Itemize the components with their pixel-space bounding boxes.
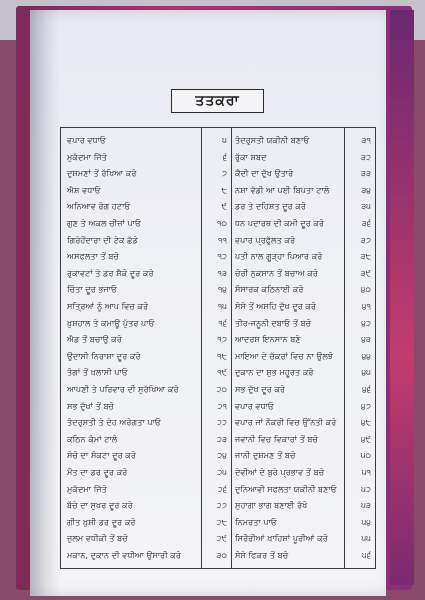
toc-entry	[67, 198, 227, 215]
toc-entry	[67, 265, 227, 282]
toc-entry	[235, 481, 373, 498]
toc-entry-page-number: ੩੬	[361, 218, 371, 228]
toc-entry	[235, 530, 373, 547]
toc-entry	[235, 281, 373, 298]
toc-entry-page-number: ੩੪	[361, 184, 371, 195]
toc-entry-page-number: ੫੧	[361, 467, 371, 477]
toc-entry-page-number: ੨੨	[216, 417, 227, 428]
toc-entry-title: ਦੁਕਾਨ ਦਾ ਸ਼ੁਭ ਮਹੂਰਤ ਕਰੋ	[235, 367, 314, 378]
toc-entry-page-number: ੨੭	[216, 500, 227, 511]
toc-entry-page-number: ੩੯	[360, 267, 371, 278]
toc-entry	[67, 165, 227, 182]
toc-entry-title: ਸੋਸੇ ਫਿਕਰ ਤੋਂ ਬਚੋ	[235, 550, 289, 560]
toc-entry-page-number: ੮	[221, 184, 227, 195]
toc-entry-title: ਜਵਾਨੀ ਵਿਚ ਵਿਕਾਰਾਂ ਤੋਂ ਬਚੋ	[235, 433, 319, 444]
toc-entry-page-number: ੪੫	[361, 367, 371, 378]
toc-entry-title: ਤੰਦਰੁਸਤੀ ਯਕੀਨੀ ਬਣਾਓ	[235, 135, 310, 145]
toc-entry-title: ਚੋਰੀ ਨੁਕਸਾਨ ਤੋਂ ਬਚਾਅ ਕਰੋ	[235, 267, 318, 278]
toc-entry	[67, 348, 227, 365]
toc-entry	[67, 182, 227, 199]
toc-entry-page-number: ੫	[222, 135, 227, 145]
toc-entry	[235, 364, 373, 381]
toc-entry	[235, 331, 373, 348]
toc-entry-title: ਧਨ ਪਦਾਰਥ ਦੀ ਕਮੀ ਦੂਰ ਕਰੋ	[235, 218, 325, 228]
toc-entry	[235, 497, 373, 514]
toc-entry-page-number: ੩੩	[360, 168, 371, 179]
toc-entry-title: ਦੁਸ਼ਮਣਾਂ ਤੋਂ ਰੱਖਿਆ ਕਰੋ	[67, 168, 137, 179]
toc-entry-page-number: ੨੬	[217, 483, 227, 494]
toc-entry	[235, 198, 373, 215]
toc-entry-title: ਪਤੀ ਨਾਲ ਗੂੜ੍ਹਾ ਪਿਆਰ ਕਰੋ	[235, 251, 323, 262]
toc-entry-title: ਸੋਚੋ ਦਾ ਸੰਕਟਾ ਦੂਰ ਕਰੋ	[67, 450, 136, 461]
toc-entry	[67, 398, 227, 415]
toc-entry-page-number: ੧੧	[218, 234, 227, 245]
toc-entry-title: ਅਨਿਆਵ ਰੋਗ ਹਟਾਓ	[67, 201, 131, 212]
toc-entry	[67, 547, 227, 564]
toc-entry-page-number: ੨੧	[217, 400, 227, 411]
toc-entry	[67, 281, 227, 298]
toc-entry	[235, 232, 373, 249]
toc-entry-title: ਮੁਕੱਦਮਾ ਜਿੱਤੋ	[67, 151, 107, 162]
toc-entry-title: ਗੀਤ ਖ਼ੁਸ਼ੀ ਡਰ ਦੂਰ ਕਰੋ	[67, 516, 136, 527]
toc-entry-title: ਚਿੰਤਾ ਦੂਰ ਭਜਾਓ	[67, 284, 118, 295]
toc-entry-page-number: ੪੮	[360, 417, 371, 428]
toc-entry-page-number: ੪੨	[361, 317, 371, 328]
toc-entry-page-number: ੪੬	[362, 384, 371, 394]
toc-entry-title: ਵਪਾਰ ਜਾਂ ਨੌਕਰੀ ਵਿਚ ਉੱਨਤੀ ਕਰੋ	[235, 417, 337, 428]
toc-entry	[235, 215, 373, 232]
toc-entry-page-number: ੧੪	[217, 284, 227, 295]
toc-entry-page-number: ੫੨	[361, 483, 371, 494]
toc-entry	[67, 447, 227, 464]
toc-entry-title: ਕੈਦੀ ਦਾ ਦੁੱਖ ਉਤਾਰੋ	[235, 168, 294, 179]
toc-entry	[67, 464, 227, 481]
toc-entry-page-number: ੧੨	[217, 251, 227, 262]
toc-entry	[67, 514, 227, 531]
toc-entry-page-number: ੩੮	[360, 251, 371, 262]
toc-entry-page-number: ੧੯	[217, 367, 227, 378]
toc-entry	[67, 298, 227, 315]
toc-entry-page-number: ੪੧	[361, 301, 371, 311]
toc-entry	[67, 132, 227, 149]
toc-entry	[67, 481, 227, 498]
toc-entry-title: ਜ਼ੁਲਮ ਵਧੀਕੀ ਤੋਂ ਬਚੋ	[67, 533, 128, 544]
toc-entry-page-number: ੬	[222, 151, 227, 162]
toc-entry	[235, 447, 373, 464]
toc-entry	[235, 248, 373, 265]
toc-entry-page-number: ੪੭	[361, 400, 371, 411]
toc-entry-title: ਵਪਾਰ ਪ੍ਰਫੁੱਲਤ ਕਰੋ	[235, 234, 296, 245]
toc-entry	[235, 464, 373, 481]
toc-entry-title: ਤੰਗਾਂ ਤੋਂ ਖ਼ਲਾਸੀ ਪਾਓ	[67, 367, 128, 378]
toc-entry	[235, 265, 373, 282]
toc-entry	[235, 431, 373, 448]
toc-entry-page-number: ੧੬	[218, 317, 227, 328]
column-divider	[231, 128, 232, 568]
toc-entry-page-number: ੫੬	[362, 550, 371, 560]
toc-entry-page-number: ੧੭	[217, 334, 227, 345]
toc-entry	[67, 315, 227, 332]
toc-entry-title: ਜਾਨੀ ਦੁਸ਼ਮਣ ਤੋਂ ਬਚੋ	[235, 450, 296, 461]
toc-entry-page-number: ੪੯	[360, 433, 371, 444]
toc-entry-title: ਮਾਇਆ ਦੇ ਚੱਕਰਾਂ ਵਿਚ ਨਾ ਉਲਝੋ	[235, 350, 334, 361]
toc-entry-page-number: ੨੩	[216, 433, 227, 444]
toc-entry-title: ਬੱਚੇ ਦਾ ਸੁਖਰ ਦੂਰ ਕਰੋ	[67, 500, 133, 511]
toc-entry-page-number: ੨੫	[217, 467, 227, 477]
toc-entry-page-number: ੧੫	[217, 301, 227, 311]
toc-entry	[235, 149, 373, 166]
toc-entry-page-number: ੯	[221, 201, 227, 212]
toc-entry	[235, 398, 373, 415]
book-cover-edge	[390, 10, 414, 585]
toc-entry	[235, 547, 373, 564]
toc-entry	[235, 414, 373, 431]
toc-entry	[67, 232, 227, 249]
toc-entry-title: ਰੁੱਕਾ ਸ਼ਬਦ	[235, 151, 267, 162]
toc-entry-title: ਉਦਾਸੀ ਨਿਰਾਸ਼ਾ ਦੂਰ ਕਰੋ	[67, 350, 141, 361]
toc-entry-page-number: ੨੯	[216, 533, 227, 544]
page-title: ਤਤਕਰਾ	[195, 93, 240, 109]
toc-entry-title: ਆਦਰਸ਼ ਇਨਸਾਨ ਬਣੋ	[235, 334, 301, 345]
toc-entry	[67, 248, 227, 265]
toc-entry-page-number: ੫੪	[361, 516, 371, 527]
toc-entry-title: ਸਭ ਦੁੱਖ ਦੂਰ ਕਰੋ	[235, 384, 286, 394]
toc-entry-page-number: ੩੨	[360, 151, 371, 162]
toc-entry-title: ਸੰਸਾਰਕ ਕਠਿਨਾਈ ਕਰੋ	[235, 284, 304, 295]
toc-entry-title: ਤੰਦਰੁਸਤੀ ਤੇ ਦੇਹ ਅਰੋਗਤਾ ਪਾਓ	[67, 417, 161, 428]
toc-entry-title: ਦੁਨਿਆਵੀ ਸਫਲਤਾ ਯਕੀਨੀ ਬਣਾਓ	[235, 483, 337, 494]
toc-entry-title: ਖੁਸ਼ਹਾਲ ਤੇ ਕਮਾਊ ਪੁੱਤਰ ਪਾਓ	[67, 317, 155, 328]
toc-entry	[67, 381, 227, 398]
toc-entry-page-number: ੧੦	[217, 218, 227, 228]
table-of-contents	[60, 127, 376, 569]
toc-entry	[235, 348, 373, 365]
toc-entry-title: ਵਪਾਰ ਵਧਾਓ	[235, 400, 274, 411]
toc-entry-title: ਅਸਫਲਤਾ ਤੋਂ ਬਚੋ	[67, 251, 120, 262]
toc-entry-title: ਐਡ ਤੋਂ ਬਚਾਉ ਕਰੋ	[67, 334, 122, 345]
toc-entry	[67, 149, 227, 166]
toc-entry	[67, 331, 227, 348]
toc-entry	[67, 414, 227, 431]
toc-entry-page-number: ੫੩	[361, 500, 371, 511]
toc-entry	[67, 497, 227, 514]
toc-entry-title: ਕਠਿਨ ਕੰਮਾਂ ਟਾਲੋ	[67, 433, 118, 444]
toc-entry-title: ਮੁਕੱਦਮਾ ਜਿੱਤੋ	[67, 483, 107, 494]
toc-entry-page-number: ੩੫	[361, 201, 371, 212]
toc-entry-title: ਆਪਣੀ ਤੇ ਪਰਿਵਾਰ ਦੀ ਸੁਰੱਖਿਆ ਕਰੋ	[67, 384, 179, 394]
toc-entry-page-number: ੨੪	[217, 450, 227, 461]
toc-entry-title: ਵਪਾਰ ਵਧਾਓ	[67, 135, 106, 145]
toc-entry-title: ਸੋਸੇ ਤੋਂ ਅਸਹਿ ਦੁੱਖ ਦੂਰ ਕਰੋ	[235, 301, 317, 311]
title-box	[171, 89, 264, 113]
toc-entry-page-number: ੩੦	[216, 550, 227, 560]
toc-entry-title: ਗੁਣ ਤੇ ਅਕਲ ਚੀਜ਼ਾਂ ਪਾਓ	[67, 218, 141, 228]
toc-entry-title: ਐਸ਼ ਵਧਾਓ	[67, 184, 101, 195]
toc-entry-page-number: ੧੩	[217, 267, 227, 278]
toc-entry-title: ਮਕਾਨ, ਦੁਕਾਨ ਦੀ ਵਧੀਆ ਉਸਾਰੀ ਕਰੋ	[67, 550, 181, 560]
toc-entry-title: ਨਿਮਰਤਾ ਪਾਓ	[235, 516, 277, 527]
toc-entry-page-number: ੪੪	[361, 350, 371, 361]
toc-entry	[67, 431, 227, 448]
toc-entry	[235, 298, 373, 315]
toc-entry-page-number: ੩੧	[361, 135, 371, 145]
toc-entry-page-number: ੧੮	[217, 350, 227, 361]
toc-entry	[67, 530, 227, 547]
toc-entry	[235, 165, 373, 182]
toc-entry	[235, 182, 373, 199]
toc-entry-title: ਡਰ ਤੇ ਦਹਿਸ਼ਤ ਦੂਰ ਕਰੋ	[235, 201, 306, 212]
toc-entry	[67, 364, 227, 381]
toc-entry-page-number: ੨੮	[216, 516, 227, 527]
toc-entry-title: ਨਸ਼ਾ ਵੱਡੀ ਆ ਪਈ ਬਿਪਤਾ ਟਾਲੋ	[235, 184, 330, 195]
toc-entry	[235, 381, 373, 398]
toc-entry-title: ਸਭ ਦੁੱਖਾਂ ਤੋਂ ਬਚੋ	[67, 400, 115, 411]
toc-entry	[235, 514, 373, 531]
toc-entry	[235, 315, 373, 332]
toc-entry-page-number: ੪੩	[361, 334, 371, 345]
toc-entry	[235, 132, 373, 149]
toc-entry-title: ਰੁਕਾਵਟਾਂ ਤੇ ਡਰ ਸ਼ੈਕੋ ਦੂਰ ਕਰੋ	[67, 267, 154, 278]
toc-entry-title: ਦੇਵੀਆਂ ਦੇ ਬੁਰੇ ਪ੍ਰਭਾਵ ਤੋਂ ਬਚੋ	[235, 467, 325, 477]
toc-entry-title: ਸਿਰੌਰੀਆਂ ਖ਼ਾਹਿਸ਼ਾਂ ਪੂਰੀਆਂ ਕਰੋ	[235, 533, 328, 544]
toc-entry-page-number: ੩੭	[360, 234, 371, 245]
toc-entry	[67, 215, 227, 232]
toc-entry-title: ਮੌਤ ਦਾ ਡਰ ਦੂਰ ਕਰੋ	[67, 467, 128, 477]
page-gutter-shadow	[30, 10, 60, 596]
toc-entry-title: ਸਤ੍ਰਿਆਂ ਨੂੰ ਆਪ ਵਿਚ ਕਰੋ	[67, 301, 149, 311]
toc-entry-page-number: ੫੦	[360, 450, 371, 461]
toc-entry-page-number: ੫੫	[361, 533, 371, 544]
toc-entry-title: ਗਿਰੇਹੋਂਦਾਰਾ ਦੀ ਟੇਕ ਛੱਡੋ	[67, 234, 138, 245]
toc-entry-page-number: ੪੦	[360, 284, 371, 295]
toc-entry-title: ਤੀਰ-ਜਨੂਨੀ ਦਬਾਓ ਤੋਂ ਬਚੋ	[235, 317, 312, 328]
toc-entry-title: ਸੁਹਾਗਾ ਭਾਗ ਬਣਾਈ ਰੱਖੋ	[235, 500, 308, 511]
toc-entry-page-number: ੭	[221, 168, 227, 179]
toc-entry-page-number: ੨੦	[216, 384, 227, 394]
